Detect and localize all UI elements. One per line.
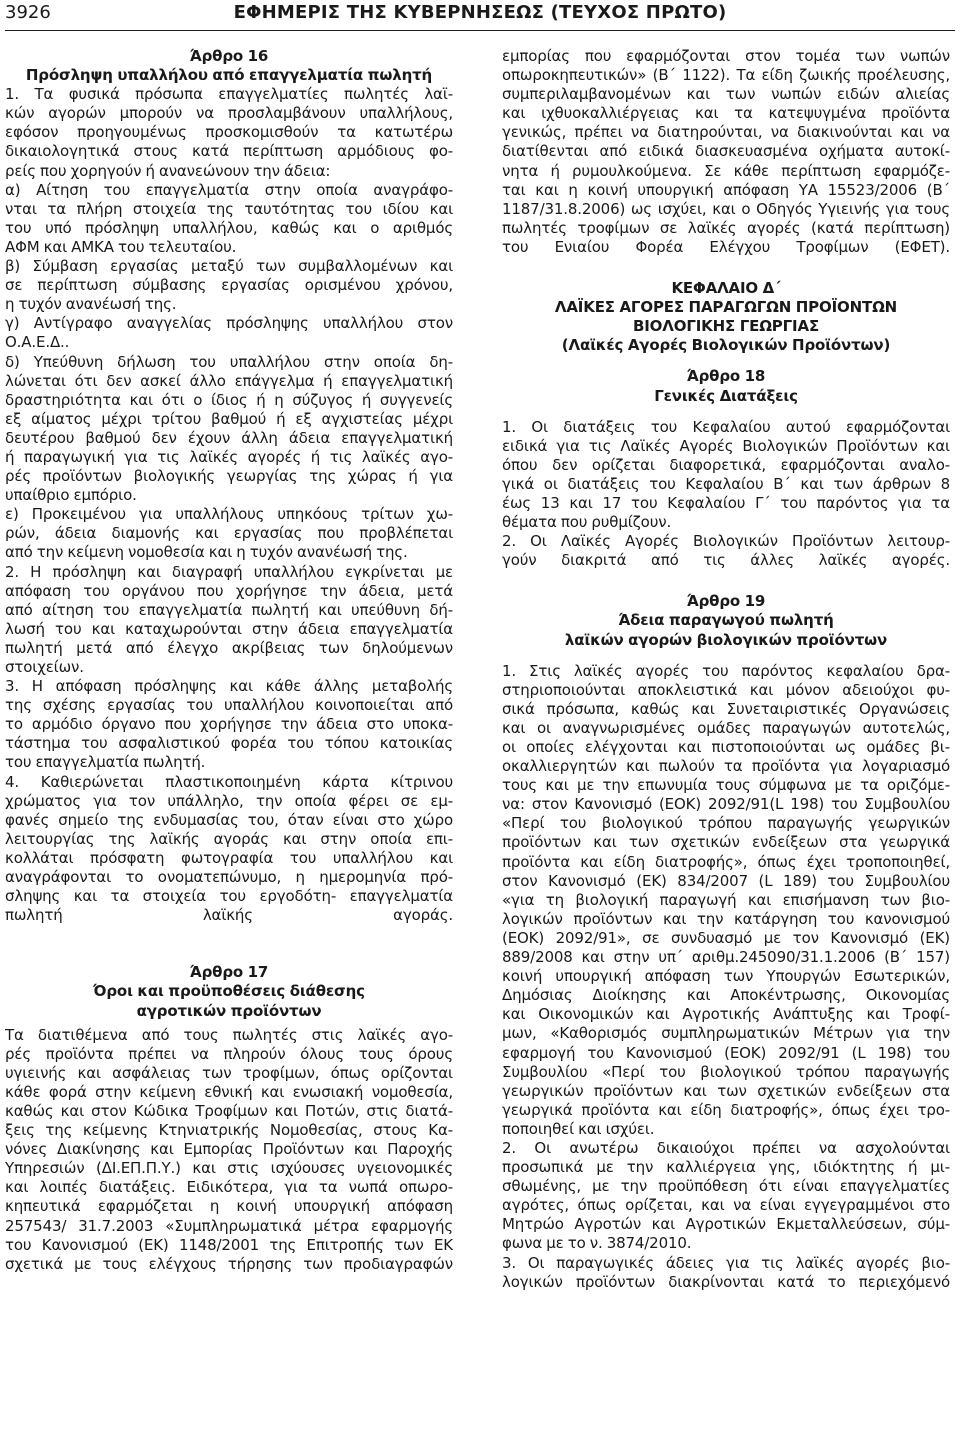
text-line: Ο.Α.Ε.Δ..	[5, 333, 70, 352]
text-line: οπωροκηπευτικών» (Β΄ 1122). Τα είδη ζωικής προέλευσης,	[502, 66, 950, 85]
text-line: λογικών προϊόντων διακρίνονται κατά το περιεχόμενό	[502, 1272, 950, 1291]
text-line: 4. Καθιερώνεται πλαστικοποιημένη κάρτα κίτρινου	[5, 772, 453, 791]
text-line: 1187/31.8.2006) ως ισχύει, και ο Οδηγός Υγιεινής για τους	[502, 199, 950, 218]
text-line: δραστηριότητα και ότι ο ίδιος ή η σύζυγος ή συγγενείς	[5, 390, 453, 409]
text-line: ρείς που χορηγούν ή ανανεώνουν την άδεια:	[5, 161, 331, 180]
text-line: αγρότες, όπως ορίζεται, και να είναι εγγεγραμμένοι στο	[502, 1196, 950, 1215]
text-line: Μητρώο Αγροτών και Αγροτικών Εκμεταλλεύσεων, σύμ-	[502, 1215, 950, 1234]
text-line: το αρμόδιο όργανο που χορήγησε την άδεια στο υποκα-	[5, 715, 453, 734]
text-line: 889/2008 και στην υπ΄ αριθμ.245090/31.1.2006 (Β΄ 157)	[502, 948, 950, 967]
text-line: ξεις της κείμενης Κτηνιατρικής Νομοθεσίας, στους Κα-	[5, 1121, 453, 1140]
text-line: οκαλλιεργητών και πωλούν τα προϊόντα για λογαριασμό	[502, 757, 950, 776]
spacer	[502, 257, 950, 279]
text-line: του επαγγελματία πωλητή.	[5, 753, 206, 772]
text-line: πωλητή λαϊκής αγοράς.	[5, 906, 453, 925]
text-line: ειδικά για τις Λαϊκές Αγορές Βιολογικών Προϊόντων και	[502, 436, 950, 455]
text-line: δευτέρου βαθμού δεν έχουν άλλη άδεια επαγγελματική	[5, 428, 453, 447]
chapter-subtitle: ΒΙΟΛΟΓΙΚΗΣ ΓΕΩΡΓΙΑΣ	[632, 317, 820, 336]
text-line: προϊόντα και είδη διατροφής», όπως έχει τροποποιηθεί,	[502, 852, 950, 871]
text-line: φωνα με το ν. 3874/2010.	[502, 1234, 692, 1253]
text-line: γικά οι διατάξεις του Κεφαλαίου Β΄ και των άρθρων 8	[502, 474, 950, 493]
text-line: ται και η κοινή υπουργική απόφαση ΥΑ 15523/2006 (Β΄	[502, 180, 950, 199]
article-17-subtitle: αγροτικών προϊόντων	[136, 1001, 322, 1020]
text-line: σε περίπτωση σύμβασης εργασίας ορισμένου χρόνου,	[5, 276, 453, 295]
page-number: 3926	[5, 2, 51, 23]
text-line: 1. Οι διατάξεις του Κεφαλαίου αυτού εφαρμόζονται	[502, 417, 950, 436]
spacer	[502, 406, 950, 418]
article-16-subtitle: Πρόσληψη υπαλλήλου από επαγγελματία πωλητή	[25, 66, 433, 85]
article-19-subtitle: λαϊκών αγορών βιολογικών προϊόντων	[564, 630, 888, 649]
text-line: γεωργικών προϊόντων και των σχετικών ενδείξεων στα	[502, 1081, 950, 1100]
article-17-continued	[502, 47, 950, 257]
text-line: οι οποίες ελέγχονται και πιστοποιούνται ως ομάδες βι-	[502, 738, 950, 756]
text-line: προσωπικά με την καλλιέργεια γης, ιδιόκτητης ή μι-	[502, 1158, 950, 1177]
text-line: του υπό πρόσληψη υπαλλήλου, καθώς και ο αριθμός	[5, 218, 453, 237]
text-line: 3. Η απόφαση πρόσληψης και κάθε άλλης μεταβολής	[5, 677, 453, 696]
left-column	[5, 47, 453, 1425]
text-line: εφαρμογή του Κανονισμού (ΕΟΚ) 2092/91 (L 198) του	[502, 1043, 950, 1062]
text-line: κοινή υπουργική απόφαση των Υπουργών Εσωτερικών,	[502, 967, 950, 986]
article-16-body	[5, 85, 453, 925]
text-line: Υπηρεσιών (ΔΙ.ΕΠ.Π.Υ.) και στις ισχύουσες υγειονομικές	[5, 1159, 453, 1178]
text-line: συμπεριλαμβανομένων και των νωπών ειδών αλιείας	[502, 85, 950, 104]
text-line: ή παραγωγική για τις λαϊκές αγορές ή τις λαϊκές αγο-	[5, 447, 453, 466]
text-line: πωλητές τροφίμων σε λαϊκές αγορές (κατά περίπτωση)	[502, 218, 950, 237]
text-line: του Ενιαίου Φορέα Ελέγχου Τροφίμων (ΕΦΕΤ).	[502, 237, 950, 256]
spacer	[502, 570, 950, 592]
text-line: έως 13 και 17 του Κεφαλαίου Γ΄ του παρόντος για τα	[502, 493, 950, 512]
text-line: β) Σύμβαση εργασίας μεταξύ των συμβαλλομένων και	[5, 257, 453, 276]
text-line: 1. Τα φυσικά πρόσωπα επαγγελματίες πωλητές λαϊ-	[5, 85, 453, 104]
article-18-body	[502, 418, 950, 571]
text-line: ΑΦΜ και ΑΜΚΑ του τελευταίου.	[5, 237, 237, 256]
text-line: όπου δεν ορίζεται διαφορετικά, εφαρμόζονται αναλο-	[502, 455, 950, 474]
text-line: χρώματος για τον υπάλληλο, την οποία φέρει σε εμ-	[5, 791, 453, 810]
text-line: υπαίθριο εμπόριο.	[5, 486, 137, 505]
text-line: του Κανονισμού (ΕΚ) 1148/2001 της Επιτροπής των ΕΚ	[5, 1235, 453, 1254]
text-line: νητα ή ρυμουλκούμενα. Σε κάθε περίπτωση εφαρμόζε-	[502, 161, 950, 180]
text-line: εφόσον προηγουμένως προσκομισθούν τα κατωτέρω	[5, 123, 453, 142]
text-line: γούν διακριτά από τις άλλες λαϊκές αγορές.	[502, 551, 950, 570]
text-line: θέματα που ρυθμίζουν.	[502, 513, 672, 532]
text-line: εμπορίας που εφαρμόζονται στον τομέα των νωπών	[502, 47, 950, 65]
text-line: α) Αίτηση του επαγγελματία στην οποία αναγράφο-	[5, 180, 453, 199]
text-line: και οι αναγνωρισμένες ομάδες παραγωγών αυτοτελώς,	[502, 718, 950, 737]
text-line: της σχέσης εργασίας του υπαλλήλου κοινοποιείται από	[5, 696, 453, 715]
text-line: 2. Οι Λαϊκές Αγορές Βιολογικών Προϊόντων λειτουρ-	[502, 532, 950, 551]
text-line: ρές προϊόντων βιολογικής γεωργίας της χώρας ή για	[5, 467, 453, 486]
text-line: και ιχθυοκαλλιέργειας και τα κατεψυγμένα προϊόντα	[502, 104, 950, 123]
text-line: και λοιπές διατάξεις. Ειδικότερα, για τα νωπά οπωρο-	[5, 1178, 453, 1197]
text-line: διατίθενται από ειδικά διασκευασμένα οχήματα αυτοκί-	[502, 142, 950, 161]
text-line: σχετικά με τους ελέγχους τήρησης των προδιαγραφών	[5, 1254, 453, 1273]
text-line: λογικών προϊόντων και την κατάργηση του κανονισμού	[502, 909, 950, 928]
article-19-body	[502, 662, 950, 1292]
text-line: ρών, άδεια διαμονής και εργασίας που προβλέπεται	[5, 524, 453, 543]
article-18-title: Άρθρο 18	[686, 367, 766, 386]
text-line: λειτουργίας της λαϊκής αγοράς και στην οποία επι-	[5, 829, 453, 848]
text-line: σικά πρόσωπα, καθώς και Συνεταιριστικές Οργανώσεις	[502, 699, 950, 718]
text-line: φανές σημείο της ενδυμασίας του, όταν είναι στο χώρο	[5, 810, 453, 829]
text-line: 1. Στις λαϊκές αγορές του παρόντος κεφαλαίου δρα-	[502, 661, 950, 680]
text-line: και Οικονομικών και Αγροτικής Ανάπτυξης και Τροφί-	[502, 1005, 950, 1024]
text-line: τους και με την επωνυμία τους σύμφωνα με τα οριζόμε-	[502, 776, 950, 795]
text-line: από αίτηση του επαγγελματία πωλητή και υπεύθυνη δή-	[5, 600, 453, 619]
text-line: σθωμένης, με την προϋπόθεση ότι είναι επαγγελματίες	[502, 1177, 950, 1196]
text-line: απόφαση του οργάνου που χορήγησε την άδεια, μετά	[5, 581, 453, 600]
text-line: «Περί του βιολογικού τρόπου παραγωγής γεωργικών	[502, 814, 950, 833]
text-line: δικαιολογητικά στους κατά περίπτωση αρμόδιους φο-	[5, 142, 453, 161]
text-line: κολλάται πρόσφατη φωτογραφία του υπαλλήλου και	[5, 848, 453, 867]
text-line: κών αγορών μπορούν να προσλαμβάνουν υπαλλήλους,	[5, 104, 453, 123]
text-line: τάστημα του ασφαλιστικού φορέα του τόπου κατοικίας	[5, 734, 453, 753]
article-17-title: Άρθρο 17	[189, 963, 269, 982]
text-line: στηριοποιούνται αποκλειστικά και μόνον αδειούχοι φυ-	[502, 680, 950, 699]
text-line: 3. Οι παραγωγικές άδειες για τις λαϊκές αγορές βιο-	[502, 1253, 950, 1272]
article-19-title: Άρθρο 19	[686, 592, 766, 611]
text-line: γ) Αντίγραφο αναγγελίας πρόσληψης υπαλλήλου στον	[5, 314, 453, 333]
chapter-title: ΚΕΦΑΛΑΙΟ Δ΄	[671, 279, 781, 298]
text-line: υγιεινής και ασφάλειας των τροφίμων, όπως ορίζονται	[5, 1063, 453, 1082]
page-header	[5, 0, 955, 31]
text-line: στον Κανονισμό (ΕΚ) 834/2007 (L 189) του Συμβουλίου	[502, 871, 950, 890]
gazette-title: ΕΦΗΜΕΡΙΣ ΤΗΣ ΚΥΒΕΡΝΗΣΕΩΣ (ΤΕΥΧΟΣ ΠΡΩΤΟ)	[233, 2, 727, 23]
text-line: καθώς και στον Κώδικα Τροφίμων και Ποτών, στις διατά-	[5, 1101, 453, 1120]
article-16-title: Άρθρο 16	[189, 47, 269, 65]
text-line: Τα διατιθέμενα από τους πωλητές στις λαϊκές αγο-	[5, 1025, 453, 1044]
article-19-subtitle: Άδεια παραγωγού πωλητή	[618, 611, 834, 630]
text-line: κηπευτικά εφαρμόζεται η κοινή υπουργική απόφαση	[5, 1197, 453, 1216]
spacer	[5, 925, 453, 963]
text-line: στοιχείων.	[5, 658, 84, 676]
text-line: πωλητή μετά από έλεγχο ακρίβειας των δηλούμενων	[5, 638, 453, 657]
text-line: Συμβουλίου «Περί του βιολογικού τρόπου παραγωγής	[502, 1062, 950, 1081]
right-column	[502, 47, 950, 1425]
text-line: σληψης και τα στοιχεία του εργοδότη- επαγγελματία	[5, 887, 453, 906]
chapter-subtitle: ΛΑΪΚΕΣ ΑΓΟΡΕΣ ΠΑΡΑΓΩΓΩΝ ΠΡΟΪΟΝΤΩΝ	[554, 298, 898, 317]
spacer	[502, 650, 950, 662]
text-line: μων, «Καθορισμός συμπληρωματικών Μέτρων για την	[502, 1024, 950, 1043]
text-line: νται τα πλήρη στοιχεία της ταυτότητας του ιδίου και	[5, 199, 453, 218]
text-line: ρές προϊόντα πρέπει να πληρούν όλους τους όρους	[5, 1044, 453, 1063]
text-line: ε) Προκειμένου για υπαλλήλους υπηκόους τρίτων χω-	[5, 505, 453, 524]
article-17-subtitle: Όροι και προϋποθέσεις διάθεσης	[93, 982, 365, 1001]
chapter-subtitle: (Λαϊκές Αγορές Βιολογικών Προϊόντων)	[561, 336, 891, 355]
text-line: λώνεται ότι δεν ασκεί άλλο επάγγελμα ή επαγγελματική	[5, 371, 453, 390]
text-line: κάθε φορά στην κείμενη εθνική και ενωσιακή νομοθεσία,	[5, 1082, 453, 1101]
article-17-body	[5, 1026, 453, 1274]
text-line: 2. Η πρόσληψη και διαγραφή υπαλλήλου εγκρίνεται με	[5, 562, 453, 581]
text-line: ποποιηθεί και ισχύει.	[502, 1119, 655, 1138]
spacer	[502, 355, 950, 367]
text-line: προϊόντων και των σχετικών ενδείξεων στα γεωργικά	[502, 833, 950, 852]
text-line: εξ αίματος μέχρι τρίτου βαθμού ή εξ αγχιστείας μέχρι	[5, 409, 453, 428]
text-line: 257543/ 31.7.2003 «Συμπληρωματικά μέτρα εφαρμογής	[5, 1216, 453, 1235]
text-line: γενικώς, πρέπει να διατηρούνται, να διακινούνται και να	[502, 123, 950, 142]
text-line: γεωργικά προϊόντα και είδη διατροφής», όπως έχει τρο-	[502, 1100, 950, 1119]
text-line: αναγράφονται το ονοματεπώνυμο, η ημερομηνία πρό-	[5, 868, 453, 887]
text-line: νόνες Διακίνησης και Εμπορίας Προϊόντων και Παροχής	[5, 1140, 453, 1159]
text-line: λωσή του και καταχωρούνται στην άδεια επαγγελματία	[5, 619, 453, 638]
text-line: (ΕΟΚ) 2092/91», σε συνδυασμό με τον Κανονισμό (ΕΚ)	[502, 928, 950, 947]
text-line: δ) Υπεύθυνη δήλωση του υπαλλήλου στην οποία δη-	[5, 352, 453, 371]
article-18-subtitle: Γενικές Διατάξεις	[654, 386, 798, 405]
text-line: Δημόσιας Διοίκησης και Αποκέντρωσης, Οικονομίας	[502, 986, 950, 1005]
text-line: «για τη βιολογική παραγωγή και επισήμανση των βιο-	[502, 890, 950, 909]
text-line: να: στον Κανονισμό (ΕΟΚ) 2092/91(L 198) του Συμβουλίου	[502, 795, 950, 814]
text-line: από την κείμενη νομοθεσία και η τυχόν ανανέωσή της.	[5, 543, 408, 562]
text-line: 2. Οι ανωτέρω δικαιούχοι πρέπει να ασχολούνται	[502, 1138, 950, 1157]
text-line: η τυχόν ανανέωσή της.	[5, 295, 177, 314]
